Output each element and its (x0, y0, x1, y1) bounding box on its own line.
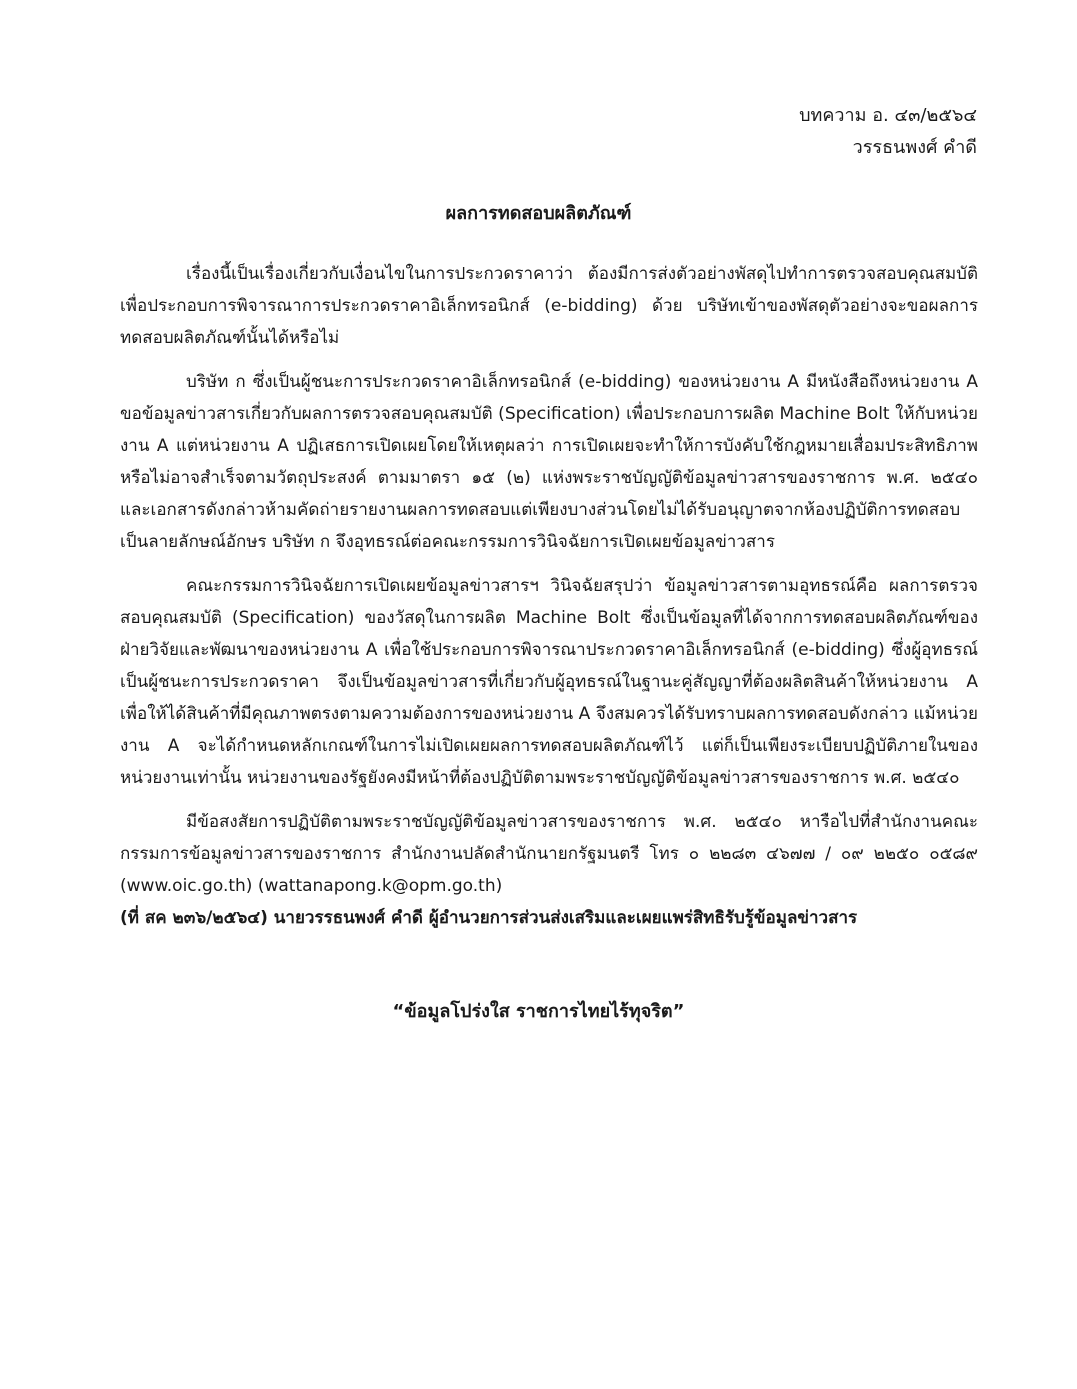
reference-line: (ที่ สค ๒๓๖/๒๕๖๔) นายวรรธนพงศ์ คำดี ผู้อำนวยการส่วนส่งเสริมและเผยแพร่สิทธิรับรู้ข้อมูลข่าวสาร (120, 908, 858, 928)
article-number: บทความ อ. ๔๓/๒๕๖๔ (799, 105, 977, 126)
paragraph-contact: มีข้อสงสัยการปฏิบัติตามพระราชบัญญัติข้อมูลข่าวสารของราชการ พ.ศ. ๒๕๔๐ หารือไปที่สำนักงานคณะกรรมการข้อมูลข่าวสารของราชการ สำนักงานปลัดสำนักนายกรัฐมนตรี โทร ๐ ๒๒๘๓ ๔๖๗๗ / ๐๙ ๒๒๕๐ ๐๕๘๙ (www.oic.go.th) (wattanapong.k@opm.go.th) (120, 812, 978, 896)
paragraph-question: เรื่องนี้เป็นเรื่องเกี่ยวกับเงื่อนไขในการประกวดราคาว่า ต้องมีการส่งตัวอย่างพัสดุไปทำการตรวจสอบคุณสมบัติ เพื่อประกอบการพิจารณาการประกวดราคาอิเล็กทรอนิกส์ (e-bidding) ด้วย บริษัทเข้าของพัสดุตัวอย่างจะขอผลการทดสอบผลิตภัณฑ์นั้นได้หรือไม่ (120, 264, 978, 348)
paragraph-facts: บริษัท ก ซึ่งเป็นผู้ชนะการประกวดราคาอิเล็กทรอนิกส์ (e-bidding) ของหน่วยงาน A มีหนังสือถึงหน่วยงาน A ขอข้อมูลข่าวสารเกี่ยวกับผลการตรวจสอบคุณสมบัติ (Specification) เพื่อประกอบการผลิต Machine Bolt ให้กับหน่วยงาน A แต่หน่วยงาน A ปฏิเสธการเปิดเผยโดยให้เหตุผลว่า การเปิดเผยจะทำให้การบังคับใช้กฎหมายเสื่อมประสิทธิภาพหรือไม่อาจสำเร็จตามวัตถุประสงค์ ตามมาตรา ๑๕ (๒) แห่งพระราชบัญญัติข้อมูลข่าวสารของราชการ พ.ศ. ๒๕๔๐ และเอกสารดังกล่าวห้ามคัดถ่ายรายงานผลการทดสอบแต่เพียงบางส่วนโดยไม่ได้รับอนุญาตจากห้องปฏิบัติการทดสอบเป็นลายลักษณ์อักษร บริษัท ก จึงอุทธรณ์ต่อคณะกรรมการวินิจฉัยการเปิดเผยข้อมูลข่าวสาร (120, 372, 978, 552)
document-header (799, 100, 977, 164)
paragraph-decision: คณะกรรมการวินิจฉัยการเปิดเผยข้อมูลข่าวสารฯ วินิจฉัยสรุปว่า ข้อมูลข่าวสารตามอุทธรณ์คือ ผลการตรวจสอบคุณสมบัติ (Specification) ของวัสดุในการผลิต Machine Bolt ซึ่งเป็นข้อมูลที่ได้จากการทดสอบผลิตภัณฑ์ของฝ่ายวิจัยและพัฒนาของหน่วยงาน A เพื่อใช้ประกอบการพิจารณาประกวดราคาอิเล็กทรอนิกส์ (e-bidding) ซึ่งผู้อุทธรณ์เป็นผู้ชนะการประกวดราคา จึงเป็นข้อมูลข่าวสารที่เกี่ยวกับผู้อุทธรณ์ในฐานะคู่สัญญาที่ต้องผลิตสินค้าให้หน่วยงาน A เพื่อให้ได้สินค้าที่มีคุณภาพตรงตามความต้องการของหน่วยงาน A จึงสมควรได้รับทราบผลการทดสอบดังกล่าว แม้หน่วยงาน A จะได้กำหนดหลักเกณฑ์ในการไม่เปิดเผยผลการทดสอบผลิตภัณฑ์ไว้ แต่ก็เป็นเพียงระเบียบปฏิบัติภายในของหน่วยงานเท่านั้น หน่วยงานของรัฐยังคงมีหน้าที่ต้องปฏิบัติตามพระราชบัญญัติข้อมูลข่าวสารของราชการ พ.ศ. ๒๕๔๐ (120, 576, 978, 788)
document-body (120, 258, 978, 934)
author-name: วรรธนพงศ์ คำดี (852, 137, 977, 158)
slogan: “ข้อมูลโปร่งใส ราชการไทยไร้ทุจริต” (392, 1001, 685, 1022)
document-title: ผลการทดสอบผลิตภัณฑ์ (445, 203, 632, 224)
